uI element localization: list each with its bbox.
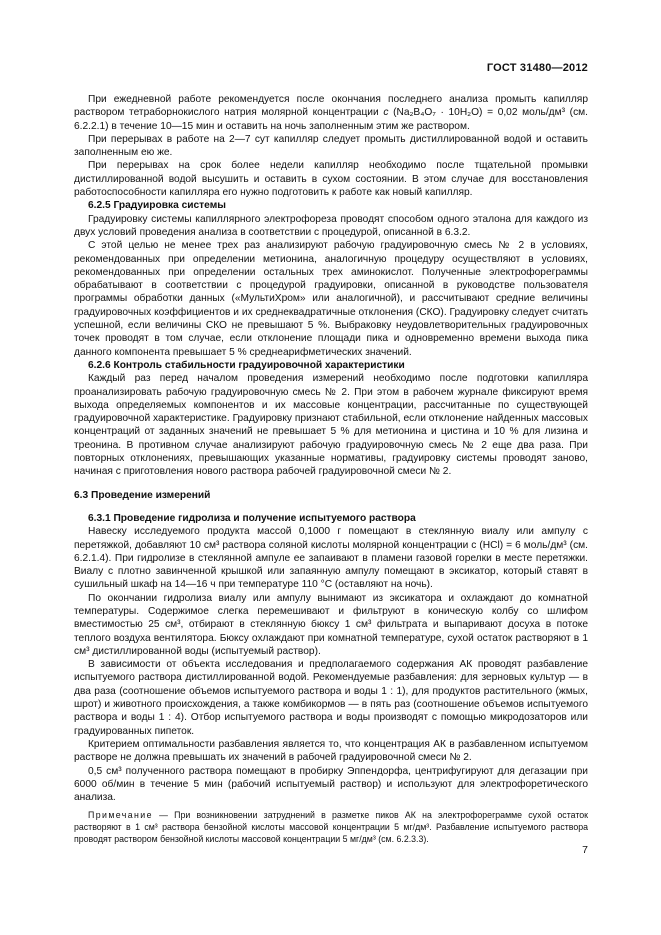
- paragraph-stability-control: Каждый раз перед началом проведения измерений необходимо после подготовки капилляра проанализировать рабочую градуировочную смесь № 2. При этом в рабочем журнале фиксируют время выхода определяемых компонентов и их массовые концентрации, рассчитанные по существующей градуировочной характеристике. Градуировку признают стабильной, если отклонение найденных массовых концентраций от заданных значений не превышает 5 % для метионина и цистина и 10 % для лизина и треонина. В противном случае анализируют рабочую градуировочную смесь № 2 еще два раза. При повторных отклонениях, превышающих указанные нормативы, градуировку системы проводят заново, начиная с приготовления нового раствора рабочей градуировочной смеси № 2.: [74, 373, 588, 478]
- note-label: Примечание: [88, 810, 153, 821]
- page-number: 7: [582, 844, 588, 856]
- page-body: [74, 93, 588, 845]
- chemical-formula: (Na₂B₄O₇ · 10H₂O) = 0,02 моль/дм³: [388, 107, 566, 119]
- paragraph-dilution-criterion: Критерием оптимальности разбавления является то, что концентрация АК в разбавленном испытуемом растворе не должна превышать их значений в рабочей градуировочной смеси № 2.: [74, 738, 588, 764]
- note-block: [74, 809, 588, 845]
- paragraph-long-break: При перерывах на срок более недели капилляр необходимо после тщательной промывки дистиллированной водой высушить и оставить в сухом состоянии. В этом случае для восстановления работоспособности капилляра его нужно подготовить к работе как новый капилляр.: [74, 160, 588, 199]
- paragraph-short-break: При перерывах в работе на 2—7 сут капилляр следует промыть дистиллированной водой и оставить заполненным ею же.: [74, 133, 588, 159]
- text-run: (см. 6.2.2.1) в течение 10—15 мин и оставить на ночь заполненным этим же раствором.: [74, 107, 588, 132]
- formula-variable: c: [383, 107, 389, 119]
- paragraph-daily-wash: [74, 93, 588, 133]
- paragraph-cooling-filtering: По окончании гидролиза виалу или ампулу вынимают из эксикатора и охлаждают до комнатной температуры. Содержимое слегка перемешивают и фильтруют в коническую колбу со шлифом вместимостью 25 см³, отбирают в стеклянную бюксу 1 см³ фильтрата и выпаривают досуха в потоке теплого воздуха вентилятора. Бюксу охлаждают при комнатной температуре, сухой остаток растворяют в 1 см³ дистиллированной воды (испытуемый раствор).: [74, 592, 588, 657]
- paragraph-centrifuge: 0,5 см³ полученного раствора помещают в пробирку Эппендорфа, центрифугируют для дегазации при 6000 об/мин в течение 5 мин (рабочий испытуемый раствор) и используют для электрофоретического анализа.: [74, 765, 588, 804]
- paragraph-calibration-method: Градуировку системы капиллярного электрофореза проводят способом одного эталона для каждого из двух условий проведения анализа в соответствии с процедурой, описанной в 6.3.2.: [74, 213, 588, 238]
- document-code: ГОСТ 31480—2012: [486, 62, 588, 74]
- paragraph-dilution: В зависимости от объекта исследования и предполагаемого содержания АК проводят разбавление испытуемого раствора дистиллированной водой. Рекомендуемые разбавления: для зерновых культур — в два раза (соотношение объемов испытуемого раствора и воды 1 : 1), для продуктов растительного (жмых, шрот) и животного происхождения, а также комбикормов — в пять раз (соотношение объемов испытуемого раствора и воды 1 : 4). Отбор испытуемого раствора и воды производят с помощью микродозаторов или градуированных пипеток.: [74, 659, 588, 737]
- heading-6-2-5: 6.2.5 Градуировка системы: [88, 200, 226, 212]
- heading-6-2-6: 6.2.6 Контроль стабильности градуировочной характеристики: [88, 359, 405, 371]
- note-text: — При возникновении затруднений в разметке пиков АК на электрофореграмме сухой остаток растворяют в 1 см³ раствора бензойной кислоты массовой концентрации 5 мг/дм³. Разбавление испытуемого раствора проводят раствором бензойной кислоты массовой концентрации 5 мг/дм³ (см. 6.2.3.3).: [74, 810, 588, 845]
- heading-6-3-1: 6.3.1 Проведение гидролиза и получение испытуемого раствора: [88, 512, 416, 524]
- text-run: При ежедневной работе рекомендуется после окончания последнего анализа промыть капилляр раствором тетраборнокислого натрия молярной концентрации: [74, 94, 588, 119]
- paragraph-hydrolysis: Навеску исследуемого продукта массой 0,1000 г помещают в стеклянную виалу или ампулу с перетяжкой, добавляют 10 см³ раствора соляной кислоты молярной концентрации c (HCl) = 6 моль/дм³ (см. 6.2.1.4). При гидролизе в стеклянной ампуле ее запаивают в пламени газовой горелки в месте перетяжки. Виалу с плотно завинченной крышкой или запаянную ампулу помещают в эксикатор, который ставят в сушильный шкаф на 14—16 ч при температуре 110 °С (оставляют на ночь).: [74, 526, 588, 591]
- heading-6-3: 6.3 Проведение измерений: [74, 489, 211, 501]
- paragraph-calibration-procedure: С этой целью не менее трех раз анализируют рабочую градуировочную смесь № 2 в условиях, рекомендованных при определении метионина, аналогичную процедуру осуществляют в условиях, рекомендованных при определении остальных трех аминокислот. Полученные электрофореграммы обрабатывают в соответствии с процедурой градуировки, описанной в руководстве пользователя программы обработки данных («МультиХром» или аналогичной), и рассчитывают средние величины градуировочных коэффициентов и их среднеквадратичные отклонения (СКО). Градуировку следует считать успешной, если величины СКО не превышают 5 %. Выбраковку неудовлетворительных градуировочных точек проводят в том случае, если отклонение площади пика и одновременно времени выхода пика данного компонента превышает 5 % среднеарифметических значений.: [74, 240, 588, 358]
